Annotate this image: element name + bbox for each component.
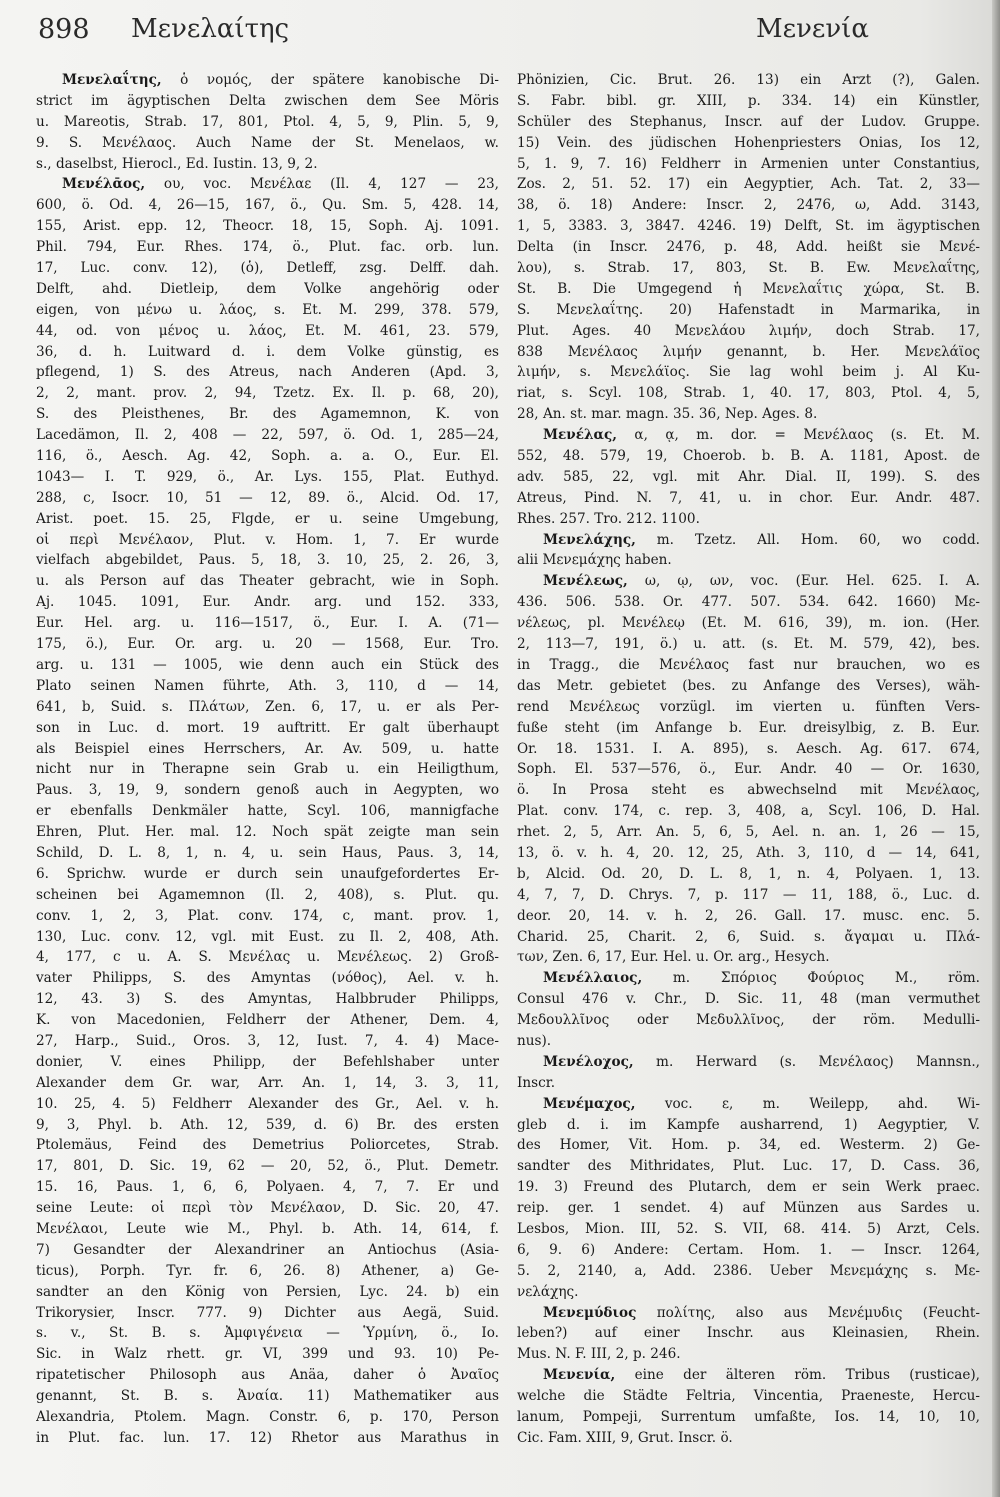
text-line: in Plut. fac. lun. 17. 12) Rhetor aus Marathus in <box>36 1429 499 1446</box>
text-line: alii Μενεμάχης haben. <box>517 552 672 569</box>
text-line: Schild, D. L. 8, 1, n. 4, u. sein Haus, Paus. 3, 14, <box>36 844 499 861</box>
text-line: Inscr. <box>517 1074 556 1091</box>
text-line: Μεδουλλῖνος oder Μεδυλλῖνος, der röm. Medulli- <box>517 1012 980 1029</box>
text-line: scheinen bei Agamemnon (Il. 2, 408), s. Plut. qu. <box>36 886 499 903</box>
text-line: riat, s. Scyl. 108, Strab. 1, 40. 17, 803, Ptol. 4, 5, <box>517 385 980 402</box>
text-line: Charid. 25, Charit. 2, 6, Suid. s. ἄγαμαι u. Πλά- <box>517 928 980 945</box>
text-line: Atreus, Pind. N. 7, 41, u. in chor. Eur. Andr. 487. <box>517 489 980 506</box>
text-line: sandter des Mithridates, Plut. Luc. 17, D. Cass. 36, <box>517 1158 980 1175</box>
text-line: strict im ägyptischen Delta zwischen dem See Möris <box>36 92 499 109</box>
text-line: Trikorysier, Inscr. 777. 9) Dichter aus Aegä, Suid. <box>36 1304 499 1321</box>
text-line: 641, b, Suid. s. Πλάτων, Zen. 6, 17, u. er als Per- <box>36 698 499 715</box>
text-line: b, Alcid. Od. 20, D. L. 8, 1, n. 4, Polyaen. 1, 13. <box>517 865 980 882</box>
text-line: 28, An. st. mar. magn. 35. 36, Nep. Ages. 8. <box>517 406 818 423</box>
headword: Μενέλας, <box>543 427 618 444</box>
text-line: Plat. conv. 174, c. rep. 3, 408, a, Scyl. 106, D. Hal. <box>517 803 980 820</box>
text-line: 15. 16, Paus. 1, 6, 6, Polyaen. 4, 7, 7. Er und <box>36 1179 499 1196</box>
text-line: Lesbos, Mion. III, 52. S. VII, 68. 414. 5) Arzt, Cels. <box>517 1220 980 1237</box>
page-edge-shadow <box>992 0 1000 1497</box>
text-line: er ebenfalls Denkmäler hatte, Scyl. 106, mannigfache <box>36 803 499 820</box>
text-line: u. als Person auf das Theater gebracht, wie in Soph. <box>36 573 499 590</box>
text-line: Paus. 3, 19, 9, sondern genoß auch in Aegypten, wo <box>36 782 499 799</box>
text-line: sandter an den König von Persien, Lyc. 24. b) ein <box>36 1283 499 1300</box>
text-line: deor. 20, 14. v. h. 2, 26. Gall. 17. musc. enc. 5. <box>517 907 980 924</box>
text-line: Soph. El. 537—576, ö., Eur. Andr. 40 — Or. 1630, <box>517 761 980 778</box>
text-line: reip. ger. 1 sendet. 4) auf Münzen aus Sardes u. <box>517 1200 980 1217</box>
text-line: Ehren, Plut. Her. mal. 12. Noch spät zeigte man sein <box>36 824 499 841</box>
text-line: Ptolemäus, Feind des Demetrius Poliorcetes, Strab. <box>36 1137 499 1154</box>
text-line: 6, 9. 6) Andere: Certam. Hom. 1. — Inscr. 1264, <box>517 1241 980 1258</box>
page-number: 898 <box>38 14 90 45</box>
text-line: Plut. Ages. 40 Μενελάου λιμήν, doch Strab. 17, <box>517 322 980 339</box>
text-line: genannt, St. B. s. Ἀναία. 11) Mathematiker aus <box>36 1388 499 1405</box>
text-line: 600, ö. Od. 4, 26—15, 167, ö., Qu. Sm. 5, 428. 14, <box>36 197 499 214</box>
text-line: conv. 1, 2, 3, Plat. conv. 174, c, mant. prov. 1, <box>36 907 499 924</box>
text-line: Lacedämon, Il. 2, 408 — 22, 597, ö. Od. 1, 285—24, <box>36 427 499 444</box>
entry-headword-line: Μενέμαχος, voc. ε, m. Weilepp, ahd. Wi- <box>543 1095 980 1112</box>
text-line: K. von Macedonien, Feldherr der Athener, Dem. 4, <box>36 1012 499 1029</box>
text-line: welche die Städte Feltria, Vincentia, Praeneste, Hercu- <box>517 1388 980 1405</box>
text-line: 2, 113—7, 191, ö.) u. att. (s. Et. M. 579, 42), bes. <box>517 636 980 653</box>
text-line: son in Luc. d. mort. 19 auftritt. Er galt überhaupt <box>36 719 499 736</box>
text-line: s., daselbst, Hierocl., Ed. Iustin. 13, 9, 2. <box>36 155 318 172</box>
text-line: 838 Μενέλαος λιμήν genannt, b. Her. Μενελάϊος <box>517 343 980 360</box>
text-line: 19. 3) Freund des Plutarch, dem er sein Werk praec. <box>517 1179 980 1196</box>
text-line: 552, 48. 579, 19, Choerob. b. B. A. 1181, Apost. de <box>517 448 980 465</box>
text-line: Zos. 2, 51. 52. 17) ein Aegyptier, Ach. Tat. 2, 33— <box>517 176 980 193</box>
text-line: Rhes. 257. Tro. 212. 1100. <box>517 510 700 527</box>
text-line: adv. 585, 22, vgl. mit Ahr. Dial. II, 199). S. des <box>517 468 980 485</box>
text-line: als Beispiel eines Herrschers, Ar. Av. 509, u. hatte <box>36 740 499 757</box>
text-line: das Metr. gebietet (bes. zu Anfange des Verses), wäh- <box>517 677 980 694</box>
text-line: 9, 3, Phyl. b. Ath. 12, 539, d. 6) Br. des ersten <box>36 1116 499 1133</box>
text-line: vater Philipps, S. des Amyntas (νόθος), Ael. v. h. <box>36 970 499 987</box>
entry-headword-line: Μενέλοχος, m. Herward (s. Μενέλαος) Mannsn., <box>543 1053 980 1070</box>
text-line: Sic. in Walz rhett. gr. VI, 399 und 93. 10) Pe- <box>36 1346 499 1363</box>
text-line: λιμήν, s. Μενελάϊος. Sie lag wohl beim j. Al Ku- <box>517 364 980 381</box>
headword: Μενέμαχος, <box>543 1095 636 1112</box>
text-line: Phönizien, Cic. Brut. 26. 13) ein Arzt (?), Galen. <box>517 72 980 88</box>
text-line: 288, c, Isocr. 10, 51 — 12, 89. ö., Alcid. Od. 17, <box>36 489 499 506</box>
text-line: 17, Luc. conv. 12), (ὁ), Detleff, zsg. Delff. dah. <box>36 260 499 277</box>
text-line: 1, 5, 3383. 3, 3847. 4246. 19) Delft, St. im ägyptischen <box>517 218 980 235</box>
text-line: donier, V. eines Philipp, der Befehlshaber unter <box>36 1053 499 1070</box>
running-head-last-entry: Μενενία <box>756 14 869 44</box>
running-head-first-entry: Μενελαίτης <box>131 14 290 44</box>
text-line: S. Fabr. bibl. gr. XIII, p. 334. 14) ein Künstler, <box>517 92 980 109</box>
text-line: pflegend, 1) S. des Atreus, nach Anderen (Apd. 3, <box>36 364 499 381</box>
text-line: in Tragg., die Μενέλαος fast nur brauchen, wo es <box>517 656 980 673</box>
text-line: 17, 801, D. Sic. 19, 62 — 20, 52, ö., Plut. Demetr. <box>36 1158 499 1175</box>
text-line: λου), s. Strab. 17, 803, St. B. Ew. Μενελαΐτης, <box>517 260 980 277</box>
headword: Μενελαΐτης, <box>62 72 162 88</box>
entry-headword-line: Μενέλεως, ω, ῳ, ων, voc. (Eur. Hel. 625. I. A. <box>543 573 980 590</box>
text-line: 5, 1. 9, 7. 16) Feldherr in Armenien unter Constantius, <box>517 155 980 172</box>
text-line: fuße steht (im Anfange b. Eur. dreisylbig, z. B. Eur. <box>517 719 980 736</box>
text-line: leben?) auf einer Inschr. aus Kleinasien, Rhein. <box>517 1325 980 1342</box>
text-line: S. des Pleisthenes, Br. des Agamemnon, K. von <box>36 406 499 423</box>
text-line: Μενέλαοι, Leute wie M., Phyl. b. Ath. 14, 614, f. <box>36 1220 499 1237</box>
text-line: lanum, Pompeji, Surrentum umfaßte, Ios. 14, 10, 10, <box>517 1409 980 1425</box>
headword: Μενελάχης, <box>543 531 636 548</box>
text-line: 6. Sprichw. wurde er durch sein unaufgefordertes Er- <box>36 865 499 882</box>
text-line: ö. In Prosa steht es abwechselnd mit Μενέλαος, <box>517 782 980 799</box>
entry-headword-line: Μενενία, eine der älteren röm. Tribus (rusticae), <box>543 1367 980 1384</box>
text-line: 10. 25, 4. 5) Feldherr Alexander des Gr., Ael. v. h. <box>36 1095 499 1112</box>
text-line: Plato seinen Namen führte, Ath. 3, 110, d — 14, <box>36 677 499 694</box>
headword: Μενέλᾱος, <box>62 176 146 193</box>
text-line: Alexander dem Gr. war, Arr. An. 1, 14, 3. 3, 11, <box>36 1074 499 1091</box>
text-line: Delta (in Inscr. 2476, p. 48, Add. heißt sie Μενέ- <box>517 239 980 256</box>
text-line: 4, 7, 7, D. Chrys. 7, p. 117 — 11, 188, ö., Luc. d. <box>517 886 980 903</box>
text-line: u. Mareotis, Strab. 17, 801, Ptol. 4, 5, 9, Plin. 5, 9, <box>36 113 499 130</box>
text-line: 5. 2, 2140, a, Add. 2386. Ueber Μενεμάχης s. Με- <box>517 1262 980 1279</box>
entry-headword-line: Μενέλᾱος, ου, voc. Μενέλαε (Il. 4, 127 — 23, <box>62 176 499 193</box>
text-line: 116, ö., Aesch. Ag. 42, Soph. a. a. O., Eur. El. <box>36 448 499 465</box>
left-column <box>36 70 499 1449</box>
text-line: St. B. Die Umgegend ἡ Μενελαΐτις χώρα, St. B. <box>517 280 980 297</box>
text-line: rend Μενέλεως vorzügl. im vierten u. fünften Vers- <box>517 698 980 715</box>
text-line: Mus. N. F. III, 2, p. 246. <box>517 1346 681 1363</box>
text-line: arg. u. 131 — 1005, wie denn auch ein Stück des <box>36 656 499 673</box>
text-line: 12, 43. 3) S. des Amyntas, Halbbruder Philipps, <box>36 991 499 1008</box>
text-line: des Homer, Vit. Hom. p. 34, ed. Westerm. 2) Ge- <box>517 1137 980 1154</box>
text-line: Eur. Hel. arg. u. 116—1517, ö., Eur. I. A. (71— <box>36 615 499 632</box>
text-line: 38, ö. 18) Andere: Inscr. 2, 2476, ω, Add. 3143, <box>517 197 980 214</box>
entry-headword-line: Μενελάχης, m. Tzetz. All. Hom. 60, wo codd. <box>543 531 980 548</box>
text-line: s. v., St. B. s. Ἀμφιγένεια — Ὑρμίνη, ö., Io. <box>36 1325 499 1342</box>
text-line: 130, Luc. conv. 12, vgl. mit Eust. zu Il. 2, 408, Ath. <box>36 928 499 945</box>
text-line: seine Leute: οἱ περὶ τὸν Μενέλαον, D. Sic. 20, 47. <box>36 1200 499 1217</box>
text-line: nus). <box>517 1032 552 1049</box>
text-line: gleb d. i. im Kampfe ausharrend, 1) Aegyptier, V. <box>517 1116 980 1133</box>
text-line: 15) Vein. des jüdischen Hohenpriesters Onias, Ios 12, <box>517 134 980 151</box>
text-line: 1043— I. T. 929, ö., Ar. Lys. 155, Plat. Euthyd. <box>36 468 499 485</box>
entry-headword-line: Μενέλλαιος, m. Σπόριος Φούριος Μ., röm. <box>543 970 980 987</box>
entry-headword-line: Μενέλας, α, ᾳ, m. dor. = Μενέλαος (s. Et. M. <box>543 427 980 444</box>
headword: Μενενία, <box>543 1367 616 1384</box>
text-line: νέλεως, pl. Μενέλεῳ (Et. M. 616, 39), m. ion. (Her. <box>517 615 980 632</box>
headword: Μενέλεως, <box>543 573 628 590</box>
text-line: Phil. 794, Eur. Rhes. 174, ö., Plut. fac. orb. lun. <box>36 239 499 256</box>
text-line: 175, ö.), Eur. Or. arg. u. 20 — 1568, Eur. Tro. <box>36 636 499 653</box>
text-line: Consul 476 v. Chr., D. Sic. 11, 48 (man vermuthet <box>517 991 980 1008</box>
text-line: ticus), Porph. Tyr. fr. 6, 26. 8) Athener, a) Ge- <box>36 1262 499 1279</box>
text-line: των, Zen. 6, 17, Eur. Hel. u. Or. arg., Hesych. <box>517 949 830 966</box>
text-line: 9. S. Μενέλαος. Auch Name der St. Menelaos, w. <box>36 134 499 151</box>
text-line: S. Μενελαΐτης. 20) Hafenstadt in Marmarika, in <box>517 301 980 318</box>
text-line: Aj. 1045. 1091, Eur. Andr. arg. und 152. 333, <box>36 594 499 611</box>
headword: Μενέλλαιος, <box>543 970 643 987</box>
text-line: ripatetischer Philosoph aus Anäa, daher ὁ Ἀναῖος <box>36 1367 499 1384</box>
headword: Μενέλοχος, <box>543 1053 634 1070</box>
text-line: Or. 18. 1531. I. A. 895), s. Aesch. Ag. 617. 674, <box>517 740 980 757</box>
text-line: 2, 2, mant. prov. 2, 94, Tzetz. Ex. Il. p. 68, 20), <box>36 385 499 402</box>
text-line: Cic. Fam. XIII, 9, Grut. Inscr. ö. <box>517 1429 733 1446</box>
text-line: 44, od. von μένος u. λάος, Et. M. 461, 23. 579, <box>36 322 499 339</box>
text-line: Arist. poet. 15. 25, Flgde, er u. seine Umgebung, <box>36 510 499 527</box>
text-line: rhet. 2, 5, Arr. An. 5, 6, 5, Ael. n. an. 1, 26 — 15, <box>517 824 980 841</box>
text-line: Delft, ahd. Dietleip, dem Volke angehörig oder <box>36 280 499 297</box>
text-line: 13, ö. v. h. 4, 20. 12, 25, Ath. 3, 110, d — 14, 641, <box>517 844 980 861</box>
page-header <box>38 14 968 54</box>
text-line: vielfach abgebildet, Paus. 5, 18, 3. 10, 25, 2. 26, 3, <box>36 552 499 569</box>
entry-headword-line: Μενελαΐτης, ὁ νομός, der spätere kanobische Di- <box>62 72 499 88</box>
text-line: nicht nur in Therapne sein Grab u. ein Heiligthum, <box>36 761 499 778</box>
headword: Μενεμύδιος <box>543 1304 637 1321</box>
text-line: οἱ περὶ Μενέλαον, Plut. v. Hom. 1, 7. Er wurde <box>36 531 499 548</box>
text-line: eigen, von μένω u. λάος, s. Et. M. 299, 378. 579, <box>36 301 499 318</box>
text-line: 436. 506. 538. Or. 477. 507. 534. 642. 1660) Με- <box>517 594 980 611</box>
text-line: 4, 177, c u. A. S. Μενέλας u. Μενέλεως. 2) Groß- <box>36 949 499 966</box>
entry-headword-line: Μενεμύδιος πολίτης, also aus Μενέμυδις (Feucht- <box>543 1304 980 1321</box>
text-line: 36, d. h. Luitward d. i. dem Volke günstig, es <box>36 343 499 360</box>
right-column <box>517 70 980 1449</box>
text-line: Alexandria, Ptolem. Magn. Constr. 6, p. 170, Person <box>36 1409 499 1425</box>
text-line: νελάχης. <box>517 1283 579 1300</box>
text-line: 7) Gesandter der Alexandriner an Antiochus (Asia- <box>36 1241 499 1258</box>
text-line: Schüler des Stephanus, Inscr. auf der Ludov. Gruppe. <box>517 113 980 130</box>
text-line: 27, Harp., Suid., Oros. 3, 12, Iust. 7, 4. 4) Mace- <box>36 1032 499 1049</box>
text-line: 155, Arist. epp. 12, Theocr. 18, 15, Soph. Aj. 1091. <box>36 218 499 235</box>
